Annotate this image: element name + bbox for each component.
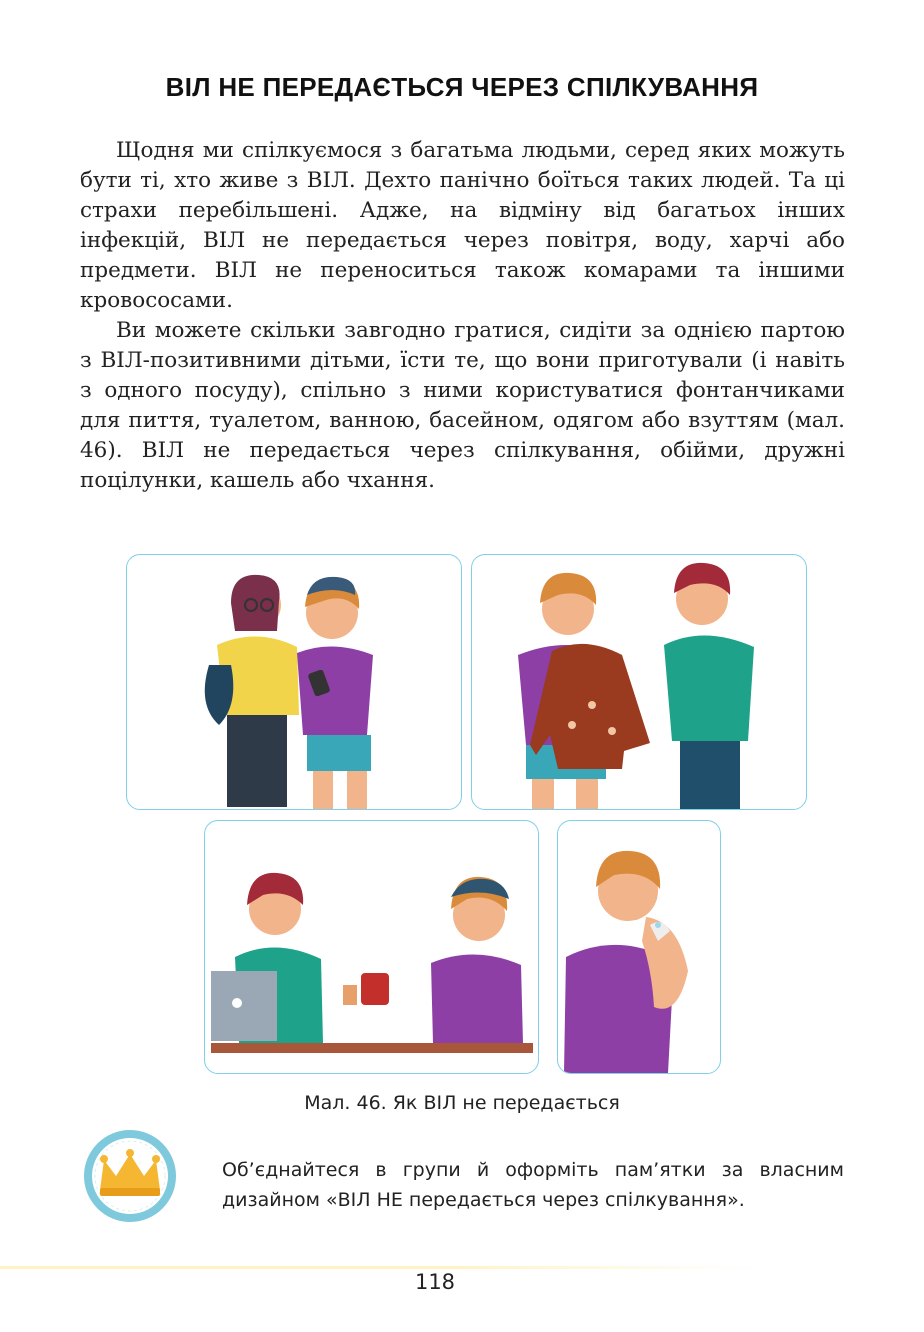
hugging-scene (127, 555, 461, 809)
illustration-sharing-clothes (471, 554, 807, 810)
task-text: Об’єднайтеся в групи й оформіть пам’ятки за власним дизайном «ВІЛ НЕ передається через спілкування». (222, 1159, 844, 1211)
illustration-sneezing (557, 820, 721, 1074)
sneezing-scene (558, 821, 720, 1073)
figure-caption: Мал. 46. Як ВІЛ не передається (304, 1092, 620, 1114)
paragraph-1: Щодня ми спілкуємося з багатьма людьми, серед яких можуть бути ті, хто живе з ВІЛ. Дехто панічно боїться таких людей. Та ці страхи перебільшені. Адже, на відміну від багатьох інших інфекцій, ВІЛ не передається через повітря, воду, харчі або предмети. ВІЛ не переноситься також комарами та іншими кровососами. (80, 138, 845, 313)
footer-divider (0, 1266, 760, 1269)
sharing-dishes-scene (205, 821, 538, 1073)
sharing-clothes-scene (472, 555, 806, 809)
page-number: 118 (414, 1270, 456, 1294)
paragraph-2: Ви можете скільки завгодно гратися, сидіти за однією партою з ВІЛ-позитивними дітьми, їсти те, що вони приготували (і навіть з одного посуду), спільно з ними користуватися фонтанчиками для пиття, туалетом, ванною, басейном, одягом або взуттям (мал. 46). ВІЛ не передається через спілкування, обійми, дружні поцілунки, кашель або чхання. (80, 318, 845, 493)
body-text (80, 136, 845, 496)
page-title: ВІЛ НЕ ПЕРЕДАЄТЬСЯ ЧЕРЕЗ СПІЛКУВАННЯ (165, 72, 759, 102)
illustration-hugging (126, 554, 462, 810)
illustration-sharing-dishes (204, 820, 539, 1074)
crown-icon (80, 1126, 180, 1226)
